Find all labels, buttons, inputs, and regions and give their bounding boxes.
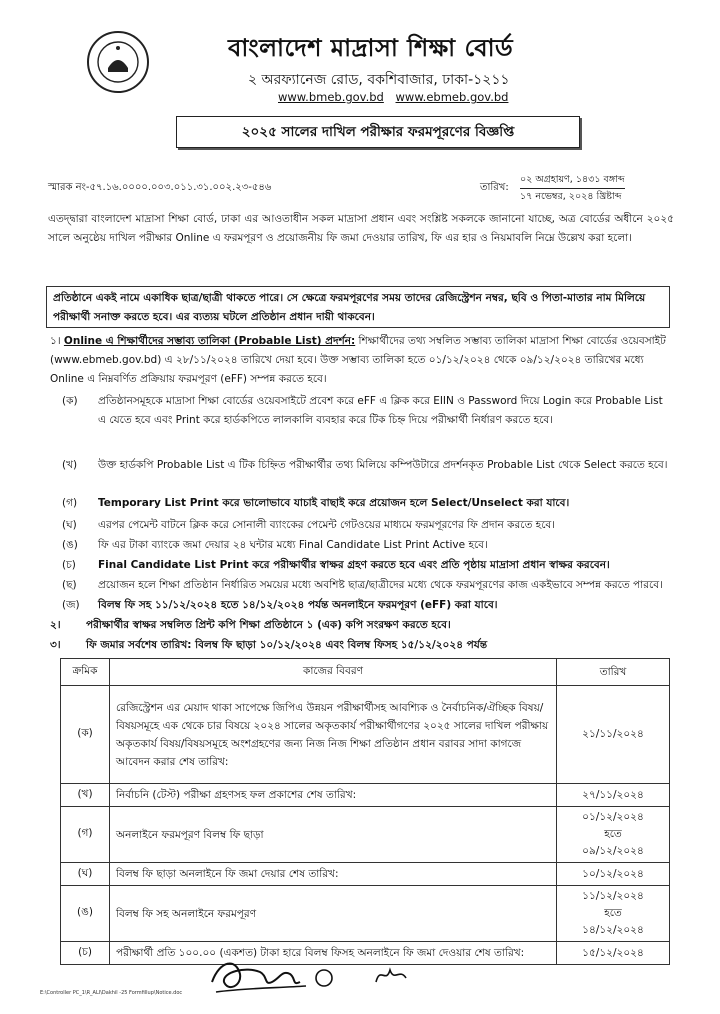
row-date bbox=[557, 807, 670, 863]
table-row bbox=[61, 863, 670, 886]
file-path: E:\Controller PC_1\R_ALI\Dakhil -25 Formfillup\Notice.doc bbox=[40, 990, 183, 996]
section-3-text: ফি জমার সর্বশেষ তারিখ: বিলম্ব ফি ছাড়া ১০/১২/২০২৪ এবং বিলম্ব ফিসহ ১৫/১২/২০২৪ পর্যন্ত bbox=[86, 639, 488, 651]
step-mark: (ছ) bbox=[62, 579, 77, 591]
website-bmeb-link[interactable]: www.bmeb.gov.bd bbox=[278, 90, 384, 104]
date-block bbox=[520, 172, 625, 205]
step-mark: (জ) bbox=[62, 599, 80, 611]
row-mark: (গ) bbox=[61, 807, 110, 863]
col-serial-header: ক্রমিক bbox=[61, 659, 110, 686]
signature-main bbox=[206, 952, 336, 1002]
notice-title: ২০২৫ সালের দাখিল পরীক্ষার ফরমপূরণের বিজ্ঞপ্তি bbox=[176, 116, 580, 148]
date-bangla: ০২ অগ্রহায়ণ, ১৪৩১ বঙ্গাব্দ bbox=[520, 172, 625, 189]
step-mark: (ঙ) bbox=[62, 539, 78, 551]
signature-initial bbox=[372, 960, 412, 990]
row-mark: (ঘ) bbox=[61, 863, 110, 886]
row-date-line: হতে bbox=[604, 828, 622, 840]
section-1-number: ১। bbox=[50, 335, 61, 347]
section-2-number: ২। bbox=[50, 619, 61, 631]
row-date bbox=[557, 886, 670, 942]
step-text: Final Candidate List Print করে পরীক্ষার্থীর স্বাক্ষর গ্রহণ করতে হবে এবং প্রতি পৃষ্ঠায় মাদ্রাসা প্রধান স্বাক্ষর করবেন। bbox=[98, 559, 610, 571]
row-description: রেজিস্ট্রেশন এর মেয়াদ থাকা সাপেক্ষে জিপিএ উন্নয়ন পরীক্ষার্থীসহ আবশ্যিক ও নৈর্বাচনিক/ঐচ্ছিক বিষয়/বিষয়সমূহে এক থেকে চার বিষয়ে ২০২৪ সালের অকৃতকার্য পরীক্ষার্থীগণের ২০২৫ সালের দাখিল পরীক্ষায় অকৃতকার্য বিষয়/বিষয়সমূহে অংশগ্রহণের জন্য নিজ নিজ শিক্ষা প্রতিষ্ঠান প্রধান বরাবর সাদা কাগজে আবেদন করার শেষ তারিখ: bbox=[110, 686, 557, 784]
intro-paragraph: এতদ্দ্বারা বাংলাদেশ মাদ্রাসা শিক্ষা বোর্ড, ঢাকা এর আওতাধীন সকল মাদ্রাসা প্রধান এবং সংশ্লিষ্ট সকলকে জানানো যাচ্ছে, অত্র বোর্ডের অধীনে ২০২৫ সালে অনুষ্ঠেয় দাখিল পরীক্ষার Online এ ফরমপূরণ ও প্রয়োজনীয় ফি জমা দেওয়ার তারিখ, ফি এর হার ও নিয়মাবলি নিম্নে উল্লেখ করা হলো। bbox=[48, 213, 674, 244]
step-gha bbox=[62, 516, 674, 535]
table-row bbox=[61, 886, 670, 942]
row-date bbox=[557, 784, 670, 807]
step-mark: (ক) bbox=[62, 395, 78, 407]
row-description: পরীক্ষার্থী প্রতি ১০০.০০ (একশত) টাকা হারে বিলম্ব ফিসহ অনলাইনে ফি জমা দেওয়ার শেষ তারিখ: bbox=[110, 942, 557, 965]
table-header-row bbox=[61, 659, 670, 686]
website-links bbox=[278, 90, 516, 104]
row-date-line: ১৫/১২/২০২৪ bbox=[582, 946, 644, 959]
section-1-heading: Online এ শিক্ষার্থীদের সম্ভাব্য তালিকা (Probable List) প্রদর্শন: bbox=[63, 335, 356, 347]
step-text: ফি এর টাকা ব্যাংকে জমা দেয়ার ২৪ ঘন্টার মধ্যে Final Candidate List Print Active হবে। bbox=[98, 539, 488, 551]
col-description-header: কাজের বিবরণ bbox=[110, 659, 557, 686]
row-description: বিলম্ব ফি সহ অনলাইনে ফরমপূরণ bbox=[110, 886, 557, 942]
board-name: বাংলাদেশ মাদ্রাসা শিক্ষা বোর্ড bbox=[228, 34, 514, 62]
section-3-number: ৩। bbox=[50, 639, 61, 651]
step-text: প্রতিষ্ঠানসমূহকে মাদ্রাসা শিক্ষা বোর্ডের ওয়েবসাইটে প্রবেশ করে eFF এ ক্লিক করে EIIN ও Password দিয়ে Login করে Probable List এ যেতে হবে এবং Print করে হার্ডকপিতে লালকালি ব্যবহার করে টিক চিহ্ন দিয়ে পরীক্ষার্থী নির্ধারণ করতে হবে। bbox=[98, 395, 663, 426]
step-ga bbox=[62, 494, 674, 513]
step-ja bbox=[62, 596, 674, 615]
board-logo bbox=[86, 30, 150, 94]
section-2 bbox=[50, 616, 674, 635]
row-description: বিলম্ব ফি ছাড়া অনলাইনে ফি জমা দেয়ার শেষ তারিখ: bbox=[110, 863, 557, 886]
section-1 bbox=[50, 332, 674, 389]
step-umo bbox=[62, 536, 674, 555]
step-text: বিলম্ব ফি সহ ১১/১২/২০২৪ হতে ১৪/১২/২০২৪ পর্যন্ত অনলাইনে ফরমপূরণ (eFF) করা যাবে। bbox=[98, 599, 498, 611]
memo-number: স্মারক নং-৫৭.১৬.০০০০.০০৩.০১১.৩১.০০২.২৩-৫৪৬ bbox=[48, 182, 272, 193]
step-text: এরপর পেমেন্ট বাটনে ক্লিক করে সোনালী ব্যাংকের পেমেন্ট গেটওয়ের মাধ্যমে ফরমপূরণের ফি প্রদান করতে হবে। bbox=[98, 519, 556, 531]
step-mark: (গ) bbox=[62, 497, 78, 509]
step-mark: (ঘ) bbox=[62, 519, 77, 531]
section-1-text: শিক্ষার্থীদের তথ্য সম্বলিত সম্ভাব্য তালিকা মাদ্রাসা শিক্ষা বোর্ডের ওয়েবসাইট (www.ebmeb.gov.bd) এ ২৮/১১/২০২৪ তারিখে দেয়া হবে। উক্ত সম্ভাব্য তালিকা হতে ০১/১২/২০২৪ থেকে ০৯/১২/২০২৪ তারিখের মধ্যে Online এ নিম্নবর্ণিত প্রক্রিয়ায় ফরমপূরণ (eFF) সম্পন্ন করতে হবে। bbox=[50, 335, 666, 385]
row-date bbox=[557, 942, 670, 965]
website-ebmeb-link[interactable]: www.ebmeb.gov.bd bbox=[395, 90, 509, 104]
row-date-line: ১১/১২/২০২৪ bbox=[582, 890, 644, 902]
row-date-line: হতে bbox=[604, 907, 622, 919]
table-row bbox=[61, 686, 670, 784]
date-english: ১৭ নভেম্বর, ২০২৪ খ্রিষ্টাব্দ bbox=[520, 191, 622, 202]
step-cha bbox=[62, 556, 674, 575]
board-address: ২ অরফ্যানেজ রোড, বকশিবাজার, ঢাকা-১২১১ bbox=[248, 72, 510, 88]
row-mark: (ক) bbox=[61, 686, 110, 784]
row-date bbox=[557, 686, 670, 784]
row-mark: (চ) bbox=[61, 942, 110, 965]
step-ka bbox=[62, 392, 674, 430]
row-mark: (ঙ) bbox=[61, 886, 110, 942]
step-text: উক্ত হার্ডকপি Probable List এ টিক চিহ্নিত পরীক্ষার্থীর তথ্য মিলিয়ে কম্পিউটারে প্রদর্শনকৃত Probable List থেকে Select করতে হবে। bbox=[98, 459, 668, 471]
row-date-line: ২১/১১/২০২৪ bbox=[582, 728, 644, 740]
step-text: Temporary List Print করে ভালোভাবে যাচাই বাছাই করে প্রয়োজন হলে Select/Unselect করা যাবে। bbox=[98, 497, 570, 509]
table-row bbox=[61, 942, 670, 965]
row-description: নির্বাচনি (টেস্ট) পরীক্ষা গ্রহণসহ ফল প্রকাশের শেষ তারিখ: bbox=[110, 784, 557, 807]
step-text: প্রয়োজন হলে শিক্ষা প্রতিষ্ঠান নির্ধারিত সময়ের মধ্যে অবশিষ্ট ছাত্র/ছাত্রীদের মধ্যে থেকে ফরমপূরণের কাজ একইভাবে সম্পন্ন করতে পারবে। bbox=[98, 579, 663, 591]
step-mark: (চ) bbox=[62, 559, 76, 571]
deadline-table bbox=[60, 658, 670, 965]
row-date-line: ২৭/১১/২০২৪ bbox=[582, 788, 644, 801]
row-date-line: ১৪/১২/২০২৪ bbox=[582, 924, 644, 936]
table-row bbox=[61, 784, 670, 807]
step-mark: (খ) bbox=[62, 459, 78, 471]
row-date-line: ১০/১২/২০২৪ bbox=[582, 867, 644, 880]
step-chha bbox=[62, 576, 674, 595]
row-date-line: ০৯/১২/২০২৪ bbox=[582, 845, 644, 857]
date-label: তারিখ: bbox=[480, 182, 509, 193]
section-3 bbox=[50, 636, 674, 655]
row-mark: (খ) bbox=[61, 784, 110, 807]
section-2-text: পরীক্ষার্থীর স্বাক্ষর সম্বলিত প্রিন্ট কপি শিক্ষা প্রতিষ্ঠানে ১ (এক) কপি সংরক্ষণ করতে হবে। bbox=[86, 619, 451, 631]
col-date-header: তারিখ bbox=[557, 659, 670, 686]
row-description: অনলাইনে ফরমপূরণ বিলম্ব ফি ছাড়া bbox=[110, 807, 557, 863]
notice-box: প্রতিষ্ঠানে একই নামে একাধিক ছাত্র/ছাত্রী থাকতে পারে। সে ক্ষেত্রে ফরমপূরণের সময় তাদের রেজিস্ট্রেশন নম্বর, ছবি ও পিতা-মাতার নাম মিলিয়ে পরীক্ষার্থী সনাক্ত করতে হবে। এর ব্যত্যয় ঘটলে প্রতিষ্ঠান প্রধান দায়ী থাকবেন। bbox=[46, 286, 670, 328]
table-row bbox=[61, 807, 670, 863]
step-kha bbox=[62, 456, 674, 475]
row-date-line: ০১/১২/২০২৪ bbox=[582, 811, 644, 823]
row-date bbox=[557, 863, 670, 886]
